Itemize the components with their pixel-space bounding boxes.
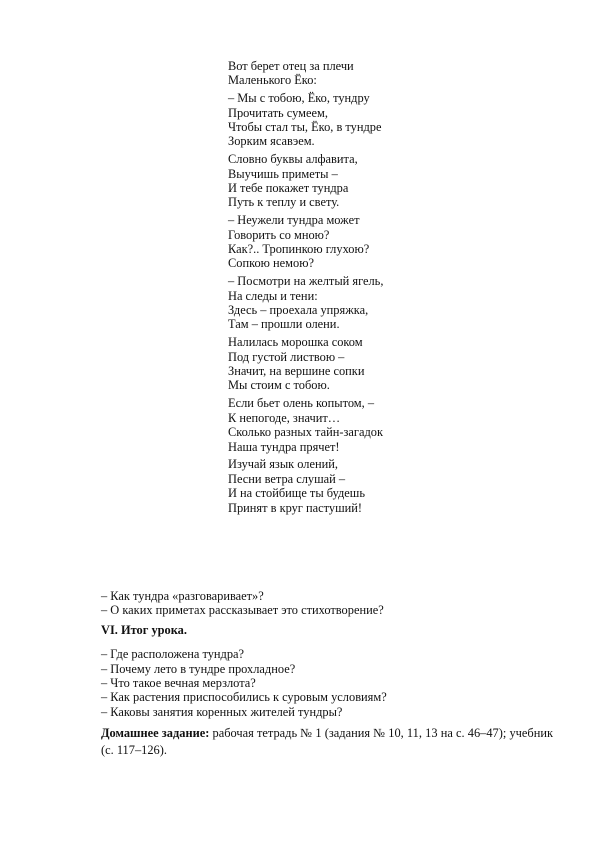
poem-line: На следы и тени: bbox=[228, 288, 318, 303]
poem-line: – Посмотри на желтый ягель, bbox=[228, 274, 384, 289]
summary-question: – Где расположена тундра? bbox=[101, 647, 245, 662]
poem-line: Сопкою немою? bbox=[228, 256, 314, 271]
poem-line: Как?.. Тропинкою глухою? bbox=[228, 242, 370, 257]
poem-question: – Как тундра «разговаривает»? bbox=[101, 589, 264, 603]
summary-question: – Что такое вечная мерзлота? bbox=[101, 676, 256, 691]
poem-stanza-7 bbox=[228, 396, 528, 454]
poem-line: – Неужели тундра может bbox=[228, 213, 360, 228]
poem-line: Прочитать сумеем, bbox=[228, 105, 328, 120]
poem-line: Говорить со мною? bbox=[228, 227, 330, 242]
poem-line: И на стойбище ты будешь bbox=[228, 486, 366, 501]
poem-stanza-6 bbox=[228, 335, 528, 393]
poem-line: Наша тундра прячет! bbox=[228, 439, 340, 454]
poem-question: – О каких приметах рассказывает это стихотворение? bbox=[101, 603, 384, 618]
poem-line: Налилась морошка соком bbox=[228, 335, 363, 350]
poem-line: Словно буквы алфавита, bbox=[228, 152, 358, 167]
summary-question: – Каковы занятия коренных жителей тундры? bbox=[101, 704, 343, 719]
poem-line: Сколько разных тайн-загадок bbox=[228, 425, 383, 440]
summary-question: – Как растения приспособились к суровым условиям? bbox=[101, 690, 387, 705]
poem-line: Если бьет олень копытом, – bbox=[228, 396, 375, 411]
summary-question: – Почему лето в тундре прохладное? bbox=[101, 661, 296, 676]
section-heading: VI. Итог урока. bbox=[101, 622, 187, 637]
poem-line: Под густой листвою – bbox=[228, 349, 345, 364]
poem-line: Выучишь приметы – bbox=[228, 166, 338, 181]
poem-line: К непогоде, значит… bbox=[228, 410, 341, 425]
homework-paragraph bbox=[101, 725, 553, 759]
poem-line: Чтобы стал ты, Ёко, в тундре bbox=[228, 120, 382, 135]
poem-line: Здесь – проехала упряжка, bbox=[228, 303, 369, 318]
poem bbox=[228, 59, 528, 518]
poem-line: Маленького Ёко: bbox=[228, 73, 317, 88]
poem-stanza-8 bbox=[228, 457, 528, 515]
poem-line: Мы стоим с тобою. bbox=[228, 378, 330, 393]
poem-stanza-1 bbox=[228, 59, 528, 88]
homework-text: рабочая тетрадь № 1 (задания № 10, 11, 13 на с. 46–47); учебник (с. 117–126). bbox=[101, 726, 553, 758]
poem-line: – Мы с тобою, Ёко, тундру bbox=[228, 91, 370, 106]
poem-line: Изучай язык олений, bbox=[228, 457, 338, 472]
poem-line: Песни ветра слушай – bbox=[228, 471, 346, 486]
poem-line: Там – прошли олени. bbox=[228, 317, 340, 332]
poem-stanza-3 bbox=[228, 152, 528, 210]
poem-line: Вот берет отец за плечи bbox=[228, 59, 354, 73]
poem-line: Значит, на вершине сопки bbox=[228, 364, 365, 379]
poem-line: Принят в круг пастуший! bbox=[228, 500, 362, 515]
lesson-questions-block bbox=[101, 589, 561, 759]
poem-stanza-4 bbox=[228, 213, 528, 271]
poem-stanza-5 bbox=[228, 274, 528, 332]
poem-line: Путь к теплу и свету. bbox=[228, 195, 340, 210]
poem-line: И тебе покажет тундра bbox=[228, 181, 349, 196]
poem-line: Зорким ясавэем. bbox=[228, 134, 315, 149]
homework-label: Домашнее задание: bbox=[101, 726, 210, 741]
poem-stanza-2 bbox=[228, 91, 528, 149]
